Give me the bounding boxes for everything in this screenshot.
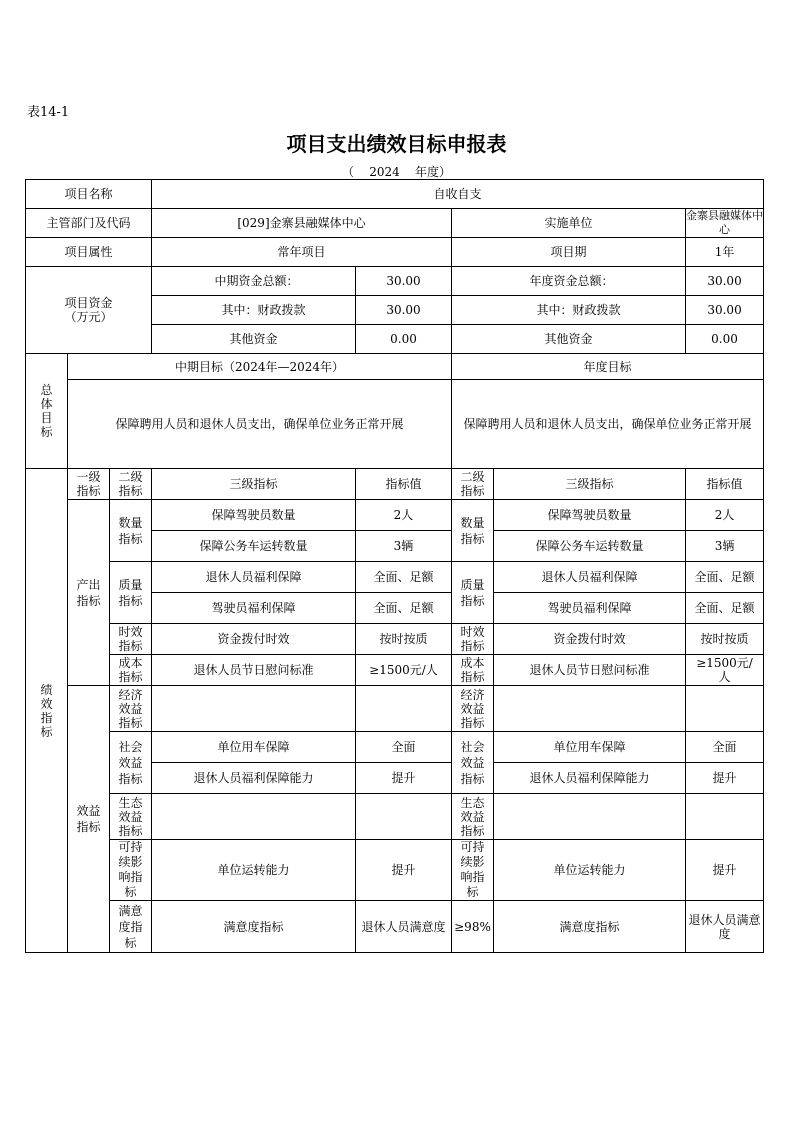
row-name: 保障驾驶员数量	[494, 500, 686, 531]
period-value: 1年	[686, 238, 764, 267]
mid-total-value: 30.00	[356, 267, 452, 296]
mid-other-label: 其他资金	[152, 325, 356, 354]
row-name: 单位运转能力	[494, 840, 686, 901]
attr-value: 常年项目	[152, 238, 452, 267]
row-value: 提升	[686, 763, 764, 794]
row-name: 退休人员节日慰问标准	[494, 655, 686, 686]
row-name: 资金拨付时效	[152, 624, 356, 655]
level3-header-mid: 三级指标	[152, 469, 356, 500]
row-value: 全面、足额	[686, 593, 764, 624]
project-name-value: 自收自支	[152, 180, 764, 209]
impl-value: 金寨县融媒体中心	[686, 209, 764, 236]
economic-indicator-year: 经济效益指标	[452, 686, 494, 732]
row-name: 驾驶员福利保障	[152, 593, 356, 624]
row-name: 驾驶员福利保障	[494, 593, 686, 624]
row-name: 退休人员福利保障	[152, 562, 356, 593]
project-name-label: 项目名称	[26, 180, 152, 209]
row-name: 资金拨付时效	[494, 624, 686, 655]
row-value: 按时按质	[356, 624, 452, 655]
level1-header: 一级指标	[68, 469, 110, 500]
row-value-empty	[356, 794, 452, 840]
year-fiscal-value: 30.00	[686, 296, 764, 325]
social-indicator-mid: 社会效益指标	[110, 732, 152, 794]
row-name: 退休人员满意度	[356, 901, 452, 953]
year-close: 年度）	[415, 165, 452, 179]
row-name: 退休人员满意度	[686, 901, 764, 953]
funds-label	[26, 267, 152, 354]
row-value: 2人	[356, 500, 452, 531]
year-fiscal-label: 其中：财政拨款	[452, 296, 686, 325]
timeliness-indicator-mid: 时效指标	[110, 624, 152, 655]
quality-indicator-mid: 质量指标	[110, 562, 152, 624]
satisfaction-indicator-mid: 满意度指标	[152, 901, 356, 953]
row-value-empty	[686, 686, 764, 732]
row-value: 全面、足额	[356, 562, 452, 593]
quality-indicator-year: 质量指标	[452, 562, 494, 624]
row-name: 保障公务车运转数量	[494, 531, 686, 562]
row-name-empty	[494, 686, 686, 732]
value-header-mid: 指标值	[356, 469, 452, 500]
year-total-label: 年度资金总额：	[452, 267, 686, 296]
level3-header-year: 三级指标	[494, 469, 686, 500]
year-open: （	[341, 165, 354, 179]
row-name: 退休人员福利保障	[494, 562, 686, 593]
mid-goal-header: 中期目标（2024年—2024年）	[68, 354, 452, 380]
year-other-value: 0.00	[686, 325, 764, 354]
quantity-indicator-mid: 数量指标	[110, 500, 152, 562]
row-value: 3辆	[686, 531, 764, 562]
row-value-empty	[356, 686, 452, 732]
row-value: ≥1500元/人	[356, 655, 452, 686]
row-value: 全面	[686, 732, 764, 763]
row-value: 全面	[356, 732, 452, 763]
row-value: 3辆	[356, 531, 452, 562]
period-label: 项目期	[452, 238, 686, 267]
row-name-empty	[152, 794, 356, 840]
row-value: 2人	[686, 500, 764, 531]
sustainable-indicator-mid: 可持续影响指标	[110, 840, 152, 901]
year-goal-header: 年度目标	[452, 354, 764, 380]
funds-label-line2: （万元）	[64, 310, 113, 324]
row-value: 提升	[356, 763, 452, 794]
attr-label: 项目属性	[26, 238, 152, 267]
page-title: 项目支出绩效目标申报表	[286, 132, 507, 156]
row-value: 按时按质	[686, 624, 764, 655]
mid-goal-text: 保障聘用人员和退休人员支出，确保单位业务正常开展	[68, 380, 452, 469]
satisfaction-indicator: 满意度指标	[110, 901, 152, 953]
mid-fiscal-value: 30.00	[356, 296, 452, 325]
impl-label: 实施单位	[452, 209, 686, 238]
row-name: 保障公务车运转数量	[152, 531, 356, 562]
funds-label-line1: 项目资金	[64, 296, 113, 310]
row-value: 提升	[686, 840, 764, 901]
row-value-empty	[686, 794, 764, 840]
year-goal-text: 保障聘用人员和退休人员支出，确保单位业务正常开展	[452, 380, 764, 469]
sustainable-indicator-year: 可持续影响指标	[452, 840, 494, 901]
table-number: 表14-1	[27, 105, 70, 120]
year-total-value: 30.00	[686, 267, 764, 296]
cost-indicator-mid: 成本指标	[110, 655, 152, 686]
mid-fiscal-label: 其中：财政拨款	[152, 296, 356, 325]
row-name-empty	[494, 794, 686, 840]
year-other-label: 其他资金	[452, 325, 686, 354]
row-name: 单位用车保障	[494, 732, 686, 763]
ecological-indicator-mid: 生态效益指标	[110, 794, 152, 840]
quantity-indicator-year: 数量指标	[452, 500, 494, 562]
row-value: 全面、足额	[686, 562, 764, 593]
row-name: 退休人员福利保障能力	[152, 763, 356, 794]
row-name: 单位运转能力	[152, 840, 356, 901]
ecological-indicator-year: 生态效益指标	[452, 794, 494, 840]
row-value: 全面、足额	[356, 593, 452, 624]
year-line	[0, 163, 793, 180]
benefit-indicator: 效益指标	[68, 686, 110, 953]
mid-other-value: 0.00	[356, 325, 452, 354]
output-indicator: 产出指标	[68, 500, 110, 686]
mid-total-label: 中期资金总额：	[152, 267, 356, 296]
level2-header-year: 二级指标	[452, 469, 494, 500]
row-name: 退休人员节日慰问标准	[152, 655, 356, 686]
perf-indicator-label: 绩效指标	[26, 469, 68, 953]
satisfaction-indicator-year: 满意度指标	[494, 901, 686, 953]
row-value: ≥98%	[452, 901, 494, 953]
row-value: 提升	[356, 840, 452, 901]
row-value: ≥1500元/人	[686, 655, 764, 686]
year-value: 2024	[369, 165, 400, 179]
social-indicator-year: 社会效益指标	[452, 732, 494, 794]
economic-indicator-mid: 经济效益指标	[110, 686, 152, 732]
overall-goal-label: 总体目标	[26, 354, 68, 469]
row-name: 保障驾驶员数量	[152, 500, 356, 531]
dept-value: [029]金寨县融媒体中心	[152, 209, 452, 238]
performance-table	[25, 179, 764, 953]
row-name-empty	[152, 686, 356, 732]
timeliness-indicator-year: 时效指标	[452, 624, 494, 655]
row-name: 退休人员福利保障能力	[494, 763, 686, 794]
row-name: 单位用车保障	[152, 732, 356, 763]
cost-indicator-year: 成本指标	[452, 655, 494, 686]
value-header-year: 指标值	[686, 469, 764, 500]
level2-header-mid: 二级指标	[110, 469, 152, 500]
dept-label: 主管部门及代码	[26, 209, 152, 238]
